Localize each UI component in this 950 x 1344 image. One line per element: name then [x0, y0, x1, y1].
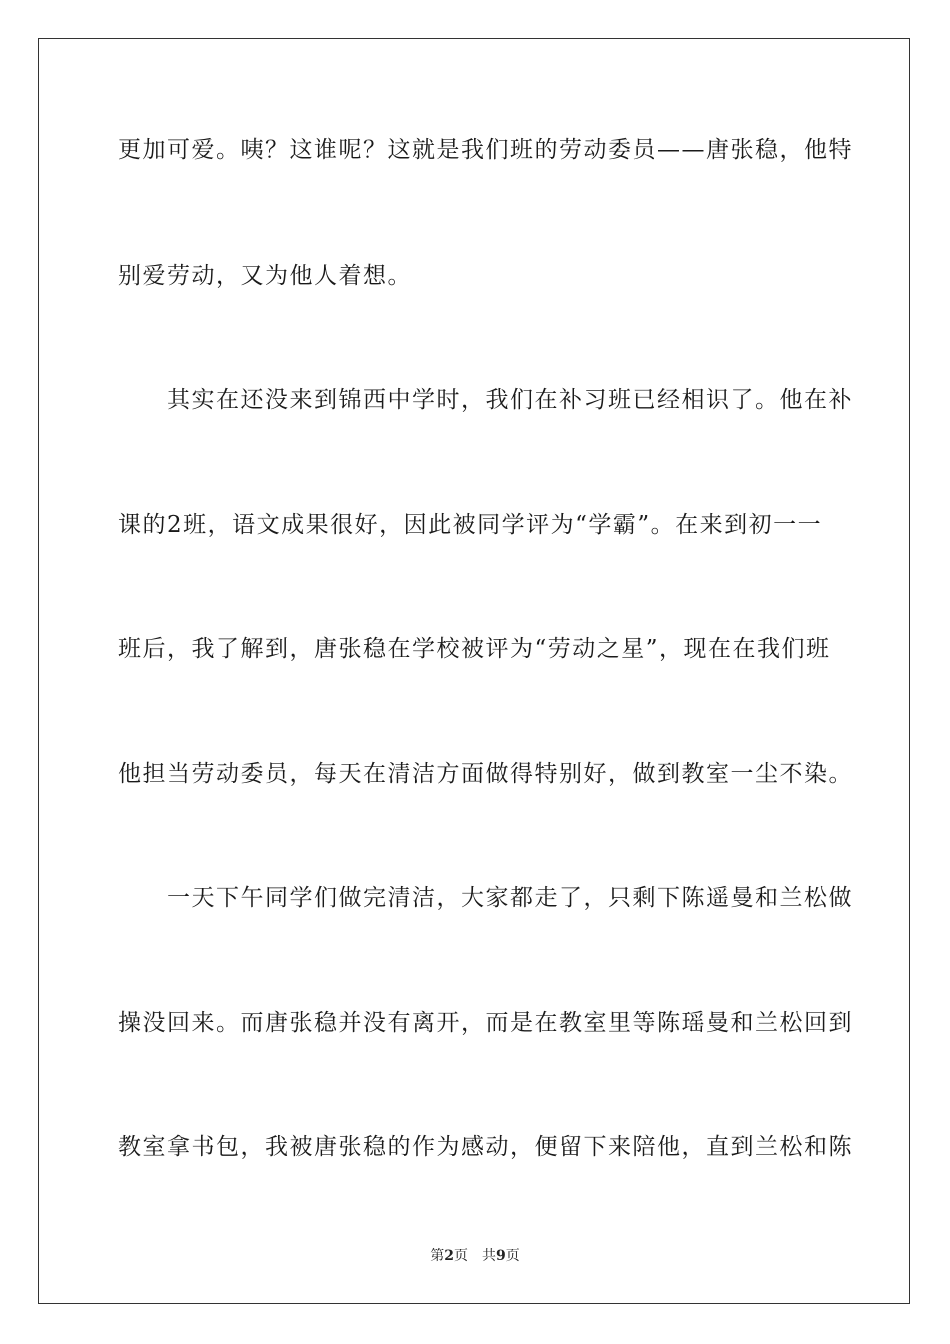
total-prefix: 共	[482, 1248, 496, 1264]
total-pages: 9	[496, 1248, 506, 1264]
text-line: 别爱劳动，又为他人着想。	[118, 263, 412, 289]
text-line: 教室拿书包，我被唐张稳的作为感动，便留下来陪他，直到兰松和陈	[118, 1134, 853, 1160]
text-line: 操没回来。而唐张稳并没有离开，而是在教室里等陈瑶曼和兰松回到	[118, 1010, 853, 1036]
page-border	[38, 38, 910, 1304]
page-footer	[0, 1247, 950, 1265]
page-prefix: 第	[430, 1248, 445, 1264]
text-line: 一天下午同学们做完清洁，大家都走了，只剩下陈遥曼和兰松做	[118, 885, 853, 911]
page-number: 2	[444, 1248, 454, 1264]
text-line: 其实在还没来到锦西中学时，我们在补习班已经相识了。他在补	[118, 387, 853, 413]
text-line: 班后，我了解到，唐张稳在学校被评为“劳动之星”，现在在我们班	[118, 636, 831, 662]
text-line: 更加可爱。咦？这谁呢？这就是我们班的劳动委员——唐张稳，他特	[118, 137, 853, 163]
total-suffix: 页	[505, 1248, 520, 1264]
page-suffix: 页	[454, 1248, 468, 1264]
text-line: 课的2班，语文成果很好，因此被同学评为“学霸”。在来到初一一	[118, 512, 823, 538]
text-line: 他担当劳动委员，每天在清洁方面做得特别好，做到教室一尘不染。	[118, 761, 853, 787]
